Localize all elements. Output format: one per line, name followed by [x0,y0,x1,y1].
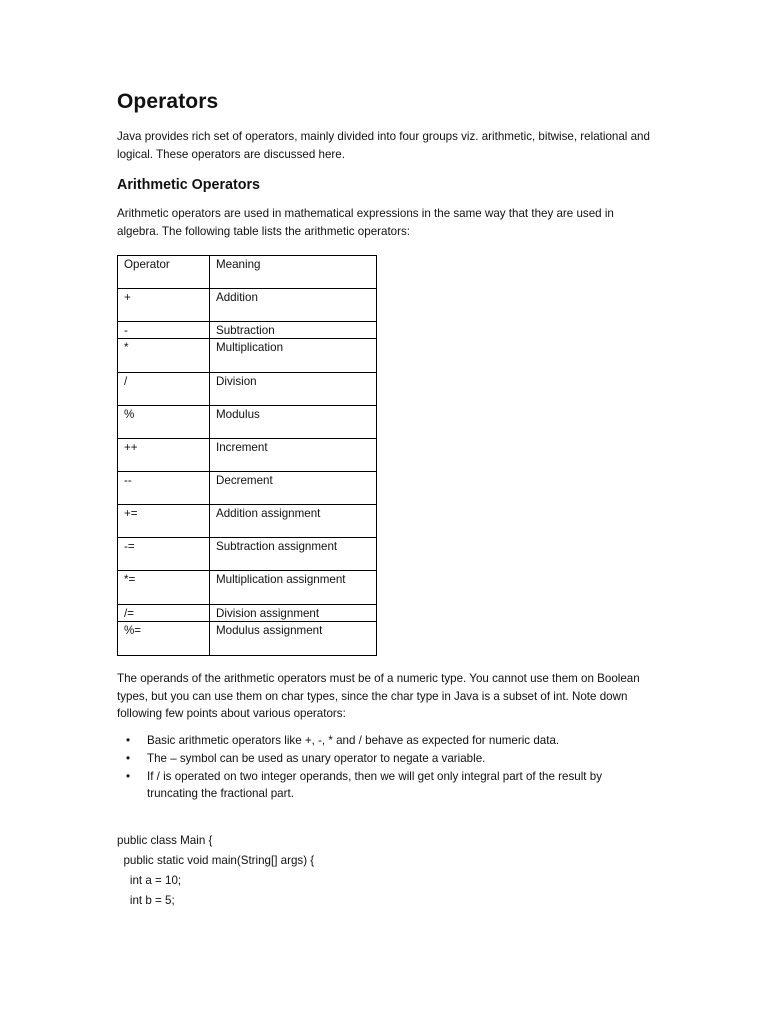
table-cell-operator: *= [118,571,210,605]
table-cell-meaning: Modulus [210,406,377,439]
page-title: Operators [117,90,219,113]
table-cell-meaning: Subtraction [210,322,377,339]
code-line: int a = 10; [117,874,182,887]
section-description: Arithmetic operators are used in mathematical expressions in the same way that they are used in algebra. The following table lists the arithmetic operators: [117,207,614,238]
table-cell-operator: * [118,339,210,373]
table-row [118,538,377,571]
table-row [118,622,377,656]
code-line: public class Main { [117,834,213,847]
table-cell-meaning: Addition [210,289,377,322]
list-item-text: If / is operated on two integer operands, then we will get only integral part of the result by truncating the fractional part. [147,769,602,801]
table-cell-meaning: Modulus assignment [210,622,377,656]
table-cell-operator: += [118,505,210,538]
table-cell-meaning: Division assignment [210,605,377,622]
section-heading: Arithmetic Operators [117,177,261,193]
table-cell-operator: -= [118,538,210,571]
code-sample [117,831,314,911]
table-cell-meaning: Subtraction assignment [210,538,377,571]
table-row [118,505,377,538]
table-header-operator: Operator [118,256,210,289]
table-row [118,439,377,472]
table-row [118,472,377,505]
table-cell-operator: + [118,289,210,322]
table-cell-operator: ++ [118,439,210,472]
table-row [118,289,377,322]
table-row [118,605,377,622]
table-cell-operator: %= [118,622,210,656]
table-row [118,373,377,406]
table-header-row [118,256,377,289]
operands-paragraph: The operands of the arithmetic operators must be of a numeric type. You cannot use them on Boolean types, but you can use them on char types, since the char type in Java is a subset of int. Note down following few points about various operators: [117,672,640,720]
list-item [117,750,647,768]
table-cell-operator: /= [118,605,210,622]
list-item [117,768,647,804]
table-row [118,322,377,339]
list-item-text: The – symbol can be used as unary operator to negate a variable. [147,751,486,765]
notes-list [117,732,647,803]
list-item-text: Basic arithmetic operators like +, -, * and / behave as expected for numeric data. [147,734,560,747]
bullet-icon: • [126,751,131,765]
table-cell-operator: % [118,406,210,439]
table-cell-operator: / [118,373,210,406]
bullet-icon: • [126,734,131,747]
table-cell-operator: - [118,322,210,339]
table-row [118,406,377,439]
table-cell-meaning: Division [210,373,377,406]
table-cell-operator: -- [118,472,210,505]
list-item [117,732,647,750]
table-cell-meaning: Increment [210,439,377,472]
table-row [118,571,377,605]
code-line: public static void main(String[] args) { [117,854,315,867]
code-line: int b = 5; [117,894,175,907]
table-cell-meaning: Decrement [210,472,377,505]
table-cell-meaning: Multiplication assignment [210,571,377,605]
table-header-meaning: Meaning [210,256,377,289]
table-cell-meaning: Multiplication [210,339,377,373]
bullet-icon: • [126,769,131,783]
intro-paragraph: Java provides rich set of operators, mainly divided into four groups viz. arithmetic, bitwise, relational and logical. These operators are discussed here. [117,130,650,161]
operators-table [117,255,377,656]
table-cell-meaning: Addition assignment [210,505,377,538]
table-row [118,339,377,373]
